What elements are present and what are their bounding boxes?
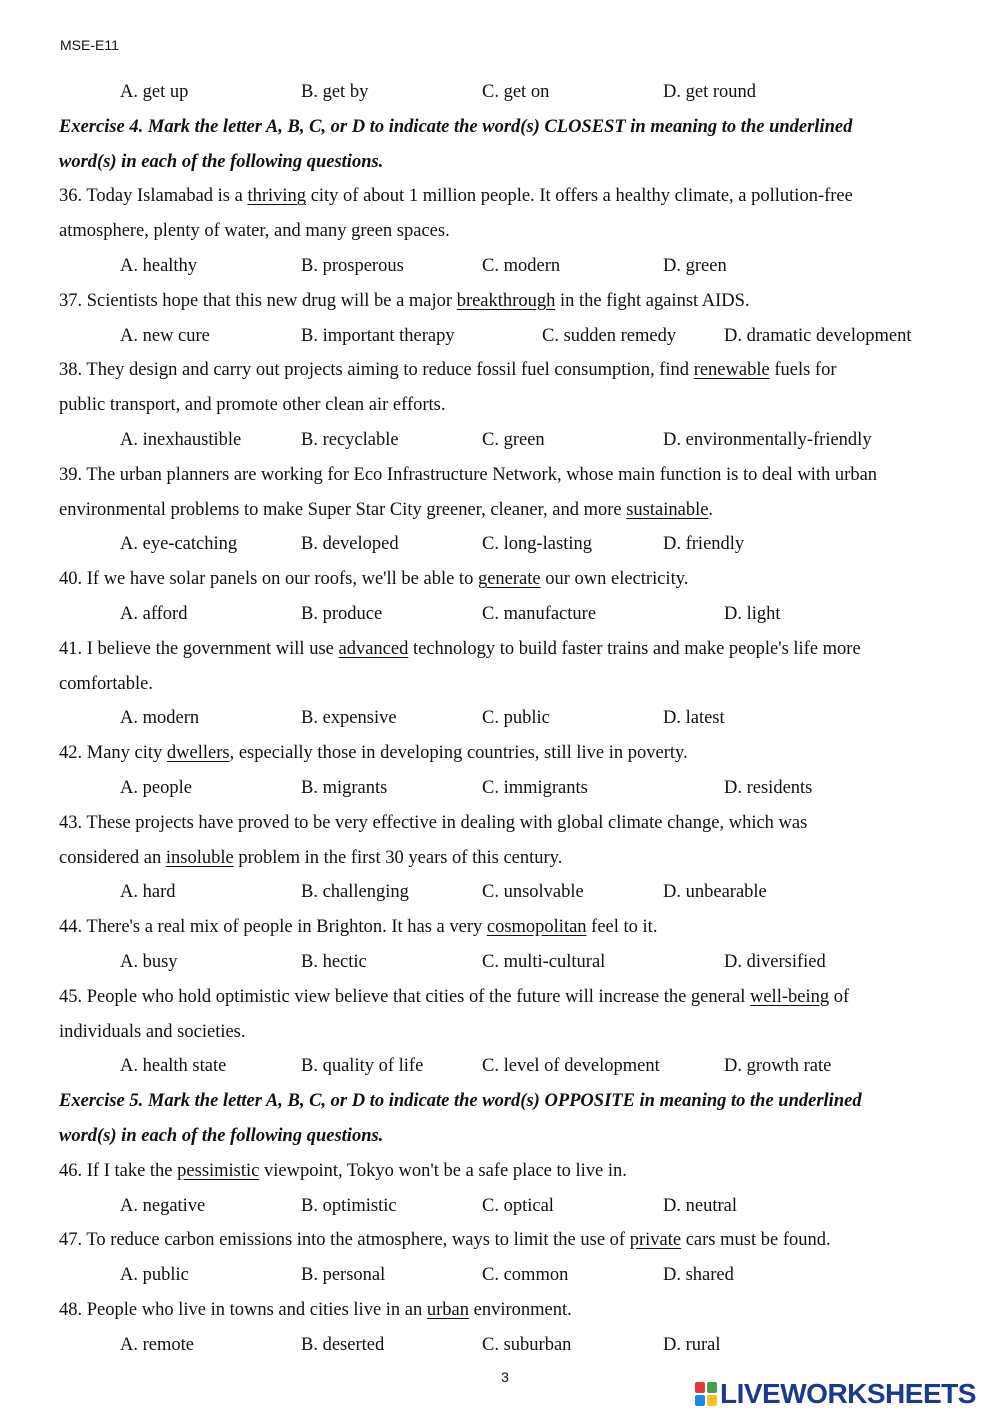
question-48: 48. People who live in towns and cities live in an urban environment. [59,1299,572,1320]
question-37: 37. Scientists hope that this new drug will be a major breakthrough in the fight against AIDS. [59,290,750,311]
options-q36 [59,249,959,284]
logo-square-red [695,1382,705,1393]
option-c[interactable]: C. suburban [482,1334,572,1355]
option-b[interactable]: B. important therapy [301,325,455,346]
underlined-word: thriving [247,186,307,207]
underlined-word: pessimistic [177,1160,260,1181]
exercise-4-instruction-cont: word(s) in each of the following questions. [59,151,384,172]
option-c[interactable]: C. sudden remedy [542,325,677,346]
underlined-word: private [629,1230,682,1251]
option-b[interactable]: B. optimistic [301,1195,397,1216]
options-q39 [59,527,959,562]
option-a[interactable]: A. public [120,1265,189,1286]
liveworksheets-logo[interactable] [695,1378,976,1410]
underlined-word: well-being [749,986,830,1007]
option-b[interactable]: B. hectic [301,951,367,972]
option-a[interactable]: A. hard [120,882,176,903]
question-46: 46. If I take the pessimistic viewpoint, Tokyo won't be a safe place to live in. [59,1160,627,1181]
question-39: 39. The urban planners are working for Eco Infrastructure Network, whose main function is to deal with urban [59,464,878,485]
option-d[interactable]: D. residents [724,777,813,798]
option-d[interactable]: D. latest [663,708,725,729]
option-b[interactable]: B. migrants [301,777,388,798]
question-38-cont: public transport, and promote other clean air efforts. [59,395,446,416]
exercise-5-instruction: Exercise 5. Mark the letter A, B, C, or D to indicate the word(s) OPPOSITE in meaning to the underlined [59,1091,862,1112]
question-44: 44. There's a real mix of people in Brighton. It has a very cosmopolitan feel to it. [59,917,658,938]
option-a[interactable]: A. health state [120,1056,227,1077]
options-q41 [59,701,959,736]
underlined-word: renewable [693,360,770,381]
underlined-word: cosmopolitan [486,917,587,938]
underlined-word: breakthrough [456,290,556,311]
option-a[interactable]: A. new cure [120,325,210,346]
question-39-cont: environmental problems to make Super Star City greener, cleaner, and more sustainable. [59,499,714,520]
liveworksheets-icon [695,1382,717,1406]
option-d[interactable]: D. growth rate [724,1056,832,1077]
option-c[interactable]: C. multi-cultural [482,951,606,972]
exercise-5-instruction-cont: word(s) in each of the following questions. [59,1125,384,1146]
question-38: 38. They design and carry out projects aiming to reduce fossil fuel consumption, find renewable fuels for [59,360,837,381]
underlined-word: dwellers [166,743,230,764]
option-a[interactable]: A. busy [120,951,178,972]
option-a[interactable]: A. afford [120,603,188,624]
option-a[interactable]: A. remote [120,1334,194,1355]
question-43: 43. These projects have proved to be very effective in dealing with global climate change, which was [59,812,808,833]
options-q38 [59,423,959,458]
options-q43 [59,875,959,910]
option-d[interactable]: D. shared [663,1265,734,1286]
option-d[interactable]: D. get round [663,82,756,102]
option-d[interactable]: D. dramatic development [724,325,912,346]
option-b[interactable]: B. get by [301,82,369,102]
option-a[interactable]: A. healthy [120,255,198,276]
worksheet-content [59,75,959,1362]
page-number: 3 [501,1369,509,1385]
option-b[interactable]: B. challenging [301,882,409,903]
question-45-cont: individuals and societies. [59,1021,246,1042]
document-code: MSE-E11 [60,37,119,53]
logo-text: LIVEWORKSHEETS [720,1378,976,1409]
option-a[interactable]: A. modern [120,708,200,729]
options-q37 [59,319,959,354]
option-d[interactable]: D. environmentally-friendly [663,429,872,450]
underlined-word: sustainable [626,499,709,520]
options-q45 [59,1049,959,1084]
option-a[interactable]: A. inexhaustible [120,429,242,450]
options-q44 [59,945,959,980]
option-c[interactable]: C. modern [482,255,561,276]
option-d[interactable]: D. neutral [663,1195,737,1216]
option-a[interactable]: A. eye-catching [120,534,238,555]
option-c[interactable]: C. manufacture [482,603,597,624]
option-a[interactable]: A. people [120,777,192,798]
option-c[interactable]: C. optical [482,1195,554,1216]
option-a[interactable]: A. get up [120,82,189,102]
option-c[interactable]: C. unsolvable [482,882,584,903]
options-q48 [59,1328,959,1363]
options-q42 [59,771,959,806]
option-c[interactable]: C. long-lasting [482,534,592,555]
options-q40 [59,597,959,632]
option-d[interactable]: D. green [663,255,727,276]
underlined-word: urban [426,1299,470,1320]
option-c[interactable]: C. level of development [482,1056,660,1077]
option-b[interactable]: B. expensive [301,708,397,729]
option-b[interactable]: B. produce [301,603,383,624]
question-43-cont: considered an insoluble problem in the first 30 years of this century. [59,847,563,868]
question-42: 42. Many city dwellers, especially those in developing countries, still live in poverty. [59,743,688,764]
options-prev-question [59,75,959,110]
option-c[interactable]: C. immigrants [482,777,588,798]
underlined-word: generate [477,569,541,590]
option-b[interactable]: B. personal [301,1265,386,1286]
option-d[interactable]: D. light [724,603,781,624]
option-d[interactable]: D. rural [663,1334,721,1355]
question-45: 45. People who hold optimistic view believe that cities of the future will increase the general well-being of [59,986,850,1007]
option-b[interactable]: B. recyclable [301,429,399,450]
option-b[interactable]: B. prosperous [301,255,404,276]
logo-square-yellow [707,1395,717,1406]
question-36: 36. Today Islamabad is a thriving city of about 1 million people. It offers a healthy climate, a pollution-free [59,186,853,207]
option-d[interactable]: D. unbearable [663,882,767,903]
option-c[interactable]: C. common [482,1265,569,1286]
option-c[interactable]: C. get on [482,82,550,102]
exercise-4-instruction: Exercise 4. Mark the letter A, B, C, or D to indicate the word(s) CLOSEST in meaning to the underlined [59,116,853,137]
option-b[interactable]: B. developed [301,534,399,555]
question-41: 41. I believe the government will use advanced technology to build faster trains and make people's life more [59,638,861,659]
options-q47 [59,1258,959,1293]
underlined-word: insoluble [165,847,234,868]
option-c[interactable]: C. green [482,429,545,450]
option-c[interactable]: C. public [482,708,550,729]
option-d[interactable]: D. diversified [724,951,826,972]
logo-square-blue [695,1395,705,1406]
options-q46 [59,1189,959,1224]
question-40: 40. If we have solar panels on our roofs, we'll be able to generate our own electricity. [59,569,689,590]
option-a[interactable]: A. negative [120,1195,206,1216]
option-b[interactable]: B. quality of life [301,1056,424,1077]
option-b[interactable]: B. deserted [301,1334,385,1355]
question-36-cont: atmosphere, plenty of water, and many green spaces. [59,221,450,242]
option-d[interactable]: D. friendly [663,534,745,555]
question-41-cont: comfortable. [59,673,153,694]
logo-square-green [707,1382,717,1393]
underlined-word: advanced [338,638,409,659]
question-47: 47. To reduce carbon emissions into the atmosphere, ways to limit the use of private cars must be found. [59,1230,831,1251]
